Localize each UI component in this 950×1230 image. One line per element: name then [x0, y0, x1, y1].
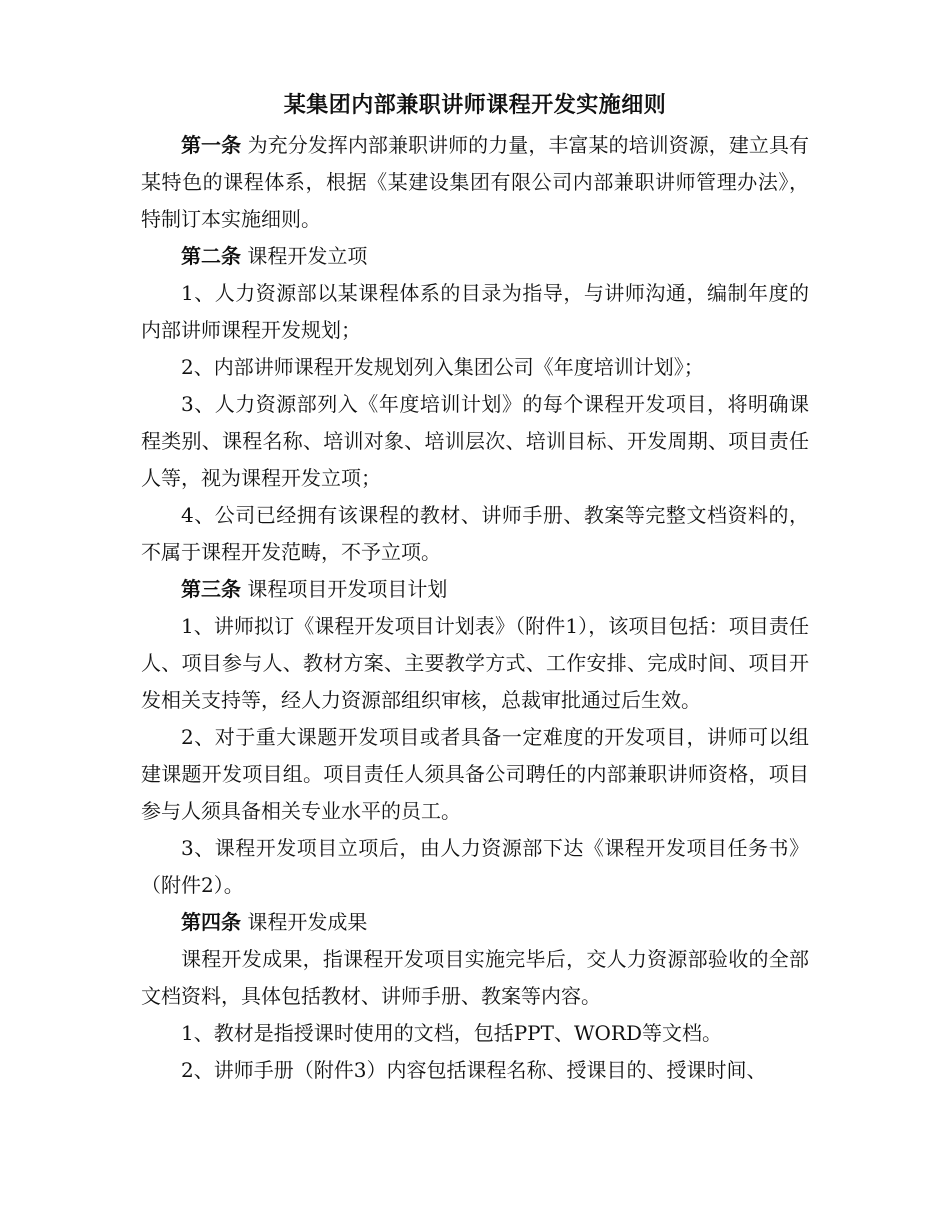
paragraph: 课程开发成果，指课程开发项目实施完毕后，交人力资源部验收的全部文档资料，具体包括教材、讲师手册、教案等内容。 — [141, 947, 809, 1008]
article-3-heading — [141, 571, 809, 608]
article-label: 第一条 — [181, 133, 242, 157]
article-label: 第二条 — [181, 244, 241, 268]
paragraph: 2、内部讲师课程开发规划列入集团公司《年度培训计划》； — [181, 355, 704, 379]
article-heading-text: 课程开发成果 — [241, 910, 368, 934]
paragraph: 3、人力资源部列入《年度培训计划》的每个课程开发项目，将明确课程类别、课程名称、培训对象、培训层次、培训目标、开发周期、项目责任人等，视为课程开发立项； — [141, 392, 809, 490]
article-heading-text: 课程项目开发项目计划 — [241, 577, 448, 601]
paragraph: 4、公司已经拥有该课程的教材、讲师手册、教案等完整文档资料的，不属于课程开发范畴，不予立项。 — [141, 503, 809, 564]
article-2-heading — [141, 238, 809, 275]
paragraph: 3、课程开发项目立项后，由人力资源部下达《课程开发项目任务书》（附件2）。 — [141, 836, 809, 897]
article-label: 第三条 — [181, 577, 241, 601]
paragraph: 1、讲师拟订《课程开发项目计划表》（附件1），该项目包括：项目责任人、项目参与人、教材方案、主要教学方式、工作安排、完成时间、项目开发相关支持等，经人力资源部组织审核，总裁审批通过后生效。 — [141, 614, 809, 712]
paragraph: 2、讲师手册（附件3）内容包括课程名称、授课目的、授课时间、 — [181, 1058, 767, 1082]
paragraph: 1、教材是指授课时使用的文档，包括PPT、WORD等文档。 — [181, 1021, 723, 1045]
article-heading-text: 课程开发立项 — [241, 244, 368, 268]
paragraph: 1、人力资源部以某课程体系的目录为指导，与讲师沟通，编制年度的内部讲师课程开发规划； — [141, 281, 809, 342]
article-1-paragraph — [141, 127, 809, 238]
document-body — [141, 127, 809, 1089]
article-label: 第四条 — [181, 910, 241, 934]
article-4-heading — [141, 904, 809, 941]
article-text: 为充分发挥内部兼职讲师的力量，丰富某的培训资源，建立具有某特色的课程体系，根据《某建设集团有限公司内部兼职讲师管理办法》，特制订本实施细则。 — [141, 133, 810, 231]
document-title: 某集团内部兼职讲师课程开发实施细则 — [283, 92, 667, 118]
paragraph: 2、对于重大课题开发项目或者具备一定难度的开发项目，讲师可以组建课题开发项目组。项目责任人须具备公司聘任的内部兼职讲师资格，项目参与人须具备相关专业水平的员工。 — [141, 725, 809, 823]
